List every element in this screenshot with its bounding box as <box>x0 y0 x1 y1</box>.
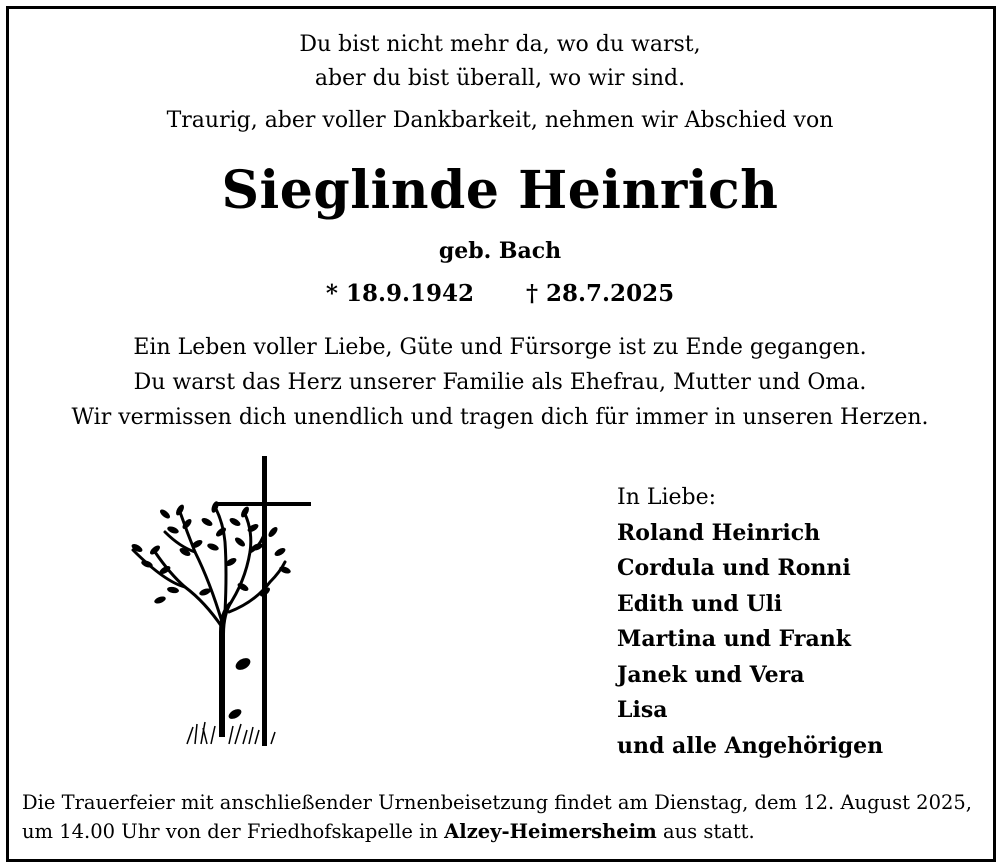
verse-line-2: aber du bist überall, wo wir sind. <box>314 66 686 91</box>
mourner-name: Edith und Uli <box>617 590 783 617</box>
service-line-2-pre: um 14.00 Uhr von der Friedhofskapelle in <box>22 820 445 843</box>
mourner-name: Martina und Frank <box>617 626 851 652</box>
mourners-lead: In Liebe: <box>617 485 717 510</box>
verse <box>0 28 1000 96</box>
mourners-list <box>617 480 883 764</box>
tribute-line-2: Du warst das Herz unserer Familie als Ehefrau, Mutter und Oma. <box>133 370 867 395</box>
verse-line-1: Du bist nicht mehr da, wo du warst, <box>299 32 701 57</box>
mourner-name: Cordula und Ronni <box>617 555 851 581</box>
birth-date: * 18.9.1942 <box>325 280 474 307</box>
service-location: Alzey-Heimersheim <box>444 820 657 843</box>
mourner-name: Janek und Vera <box>617 661 805 688</box>
mourner-name: und alle Angehörigen <box>617 732 884 759</box>
life-dates <box>0 280 1000 307</box>
mourner-name: Roland Heinrich <box>617 519 821 546</box>
mourner-name: Lisa <box>617 697 668 723</box>
tribute-text <box>0 330 1000 435</box>
service-line-2-post: aus statt. <box>656 820 755 843</box>
tree-and-cross-icon <box>125 452 320 752</box>
tribute-line-1: Ein Leben voller Liebe, Güte und Fürsorge ist zu Ende gegangen. <box>133 335 867 360</box>
death-date: † 28.7.2025 <box>526 280 675 307</box>
tribute-line-3: Wir vermissen dich unendlich und tragen dich für immer in unseren Herzen. <box>71 405 929 430</box>
intro-text: Traurig, aber voller Dankbarkeit, nehmen wir Abschied von <box>166 108 834 133</box>
service-line-2 <box>22 817 982 846</box>
maiden-name: geb. Bach <box>438 238 562 264</box>
service-info <box>22 788 982 846</box>
service-line-1: Die Trauerfeier mit anschließender Urnenbeisetzung findet am Dienstag, dem 12. August 2025, <box>22 791 973 814</box>
deceased-name: Sieglinde Heinrich <box>221 160 779 221</box>
